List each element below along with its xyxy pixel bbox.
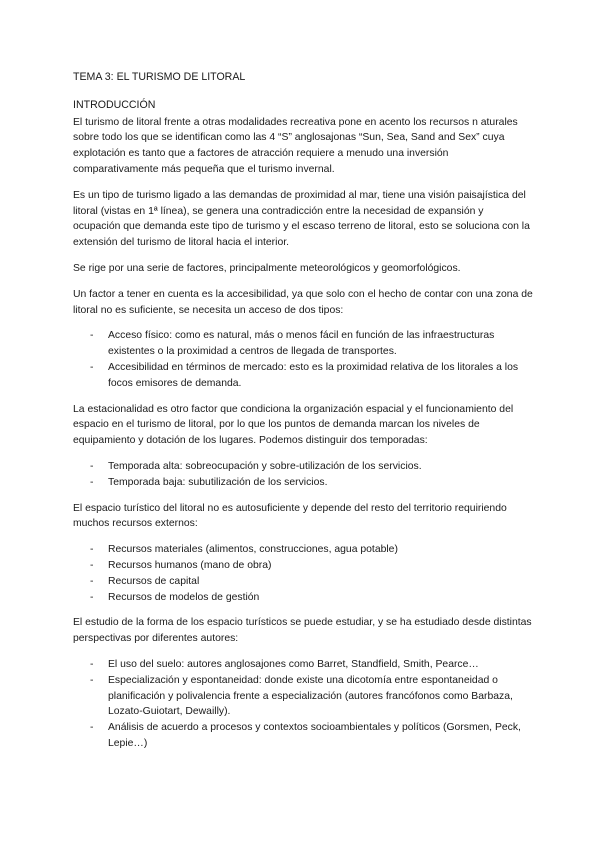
paragraph-external-resources: El espacio turístico del litoral no es autosuficiente y depende del resto del territorio requiriendo muchos recursos externos: (73, 502, 507, 530)
list-item-text: Especialización y espontaneidad: donde existe una dicotomía entre espontaneidad o planificación y polivalencia frente a especialización (autores francófonos como Barbaza, Lozato-Guiotart, Dewailly). (108, 674, 513, 718)
list-item (73, 590, 533, 606)
dash-marker: - (90, 476, 94, 488)
dash-marker: - (90, 591, 94, 603)
list-seasons (73, 459, 533, 491)
document-title: TEMA 3: EL TURISMO DE LITORAL (73, 71, 246, 83)
list-item-text: Análisis de acuerdo a procesos y contextos socioambientales y políticos (Gorsmen, Peck, Lepie…) (108, 722, 521, 749)
list-item (73, 542, 533, 558)
dash-marker: - (90, 544, 94, 556)
dash-marker: - (90, 460, 94, 472)
list-access-types (73, 328, 533, 391)
list-item-text: Acceso físico: como es natural, más o menos fácil en función de las infraestructuras existentes o la proximidad a centros de llegada de transportes. (108, 330, 495, 358)
list-item (73, 657, 533, 673)
list-perspectives (73, 657, 533, 752)
dash-marker: - (90, 575, 94, 587)
paragraph-seasonality: La estacionalidad es otro factor que condiciona la organización espacial y el funcionamiento del espacio en el turismo de litoral, por lo que los puntos de demanda marcan los niveles de equipamiento y dotación de los lugares. Podemos distinguir dos temporadas: (73, 403, 514, 447)
paragraph-proximity: Es un tipo de turismo ligado a las demandas de proximidad al mar, tiene una visión paisajística del litoral (vistas en 1ª línea), se genera una contradicción entre la necesidad de expansión y ocupación que demanda este tipo de turismo y el escaso terreno de litoral, esto se soluciona con la extensión del turismo de litoral hacia el interior. (73, 189, 530, 249)
list-item (73, 360, 533, 392)
list-item-text: Accesibilidad en términos de mercado: esto es la proximidad relativa de los litorales a los focos emisores de demanda. (108, 361, 519, 389)
dash-marker: - (90, 559, 94, 571)
list-item-text: Recursos materiales (alimentos, construcciones, agua potable) (108, 544, 398, 556)
section-heading: INTRODUCCIÓN (73, 98, 156, 111)
paragraph-factors: Se rige por una serie de factores, principalmente meteorológicos y geomorfológicos. (73, 262, 461, 274)
dash-marker: - (90, 658, 94, 670)
list-item (73, 673, 533, 720)
list-item (73, 459, 533, 475)
list-item-text: Recursos de modelos de gestión (108, 591, 260, 603)
list-item (73, 558, 533, 574)
list-item-text: Temporada baja: subutilización de los servicios. (108, 476, 328, 488)
list-item (73, 720, 533, 752)
dash-marker: - (90, 361, 94, 373)
list-resources (73, 542, 533, 605)
list-item-text: Recursos humanos (mano de obra) (108, 559, 272, 571)
dash-marker: - (90, 330, 94, 342)
dash-marker: - (90, 722, 94, 734)
paragraph-intro: El turismo de litoral frente a otras modalidades recreativa pone en acento los recursos n aturales sobre todo los que se identifican como las 4 “S” anglosajonas “Sun, Sea, Sand and Sex” cuya explotación es tanto que a factores de atracción requiere a menudo una inversión comparativamente más pequeña que el turismo invernal. (73, 116, 518, 175)
paragraph-study-perspectives: El estudio de la forma de los espacio turísticos se puede estudiar, y se ha estudiado desde distintas perspectivas por diferentes autores: (73, 617, 532, 645)
document-page (73, 70, 533, 762)
paragraph-accessibility: Un factor a tener en cuenta es la accesibilidad, ya que solo con el hecho de contar con una zona de litoral no es suficiente, se necesita un acceso de dos tipos: (73, 288, 533, 316)
list-item (73, 574, 533, 590)
list-item (73, 475, 533, 491)
list-item-text: Recursos de capital (108, 575, 200, 587)
list-item-text: El uso del suelo: autores anglosajones como Barret, Standfield, Smith, Pearce… (108, 658, 479, 670)
dash-marker: - (90, 674, 94, 686)
list-item (73, 328, 533, 360)
list-item-text: Temporada alta: sobreocupación y sobre-utilización de los servicios. (108, 460, 422, 472)
